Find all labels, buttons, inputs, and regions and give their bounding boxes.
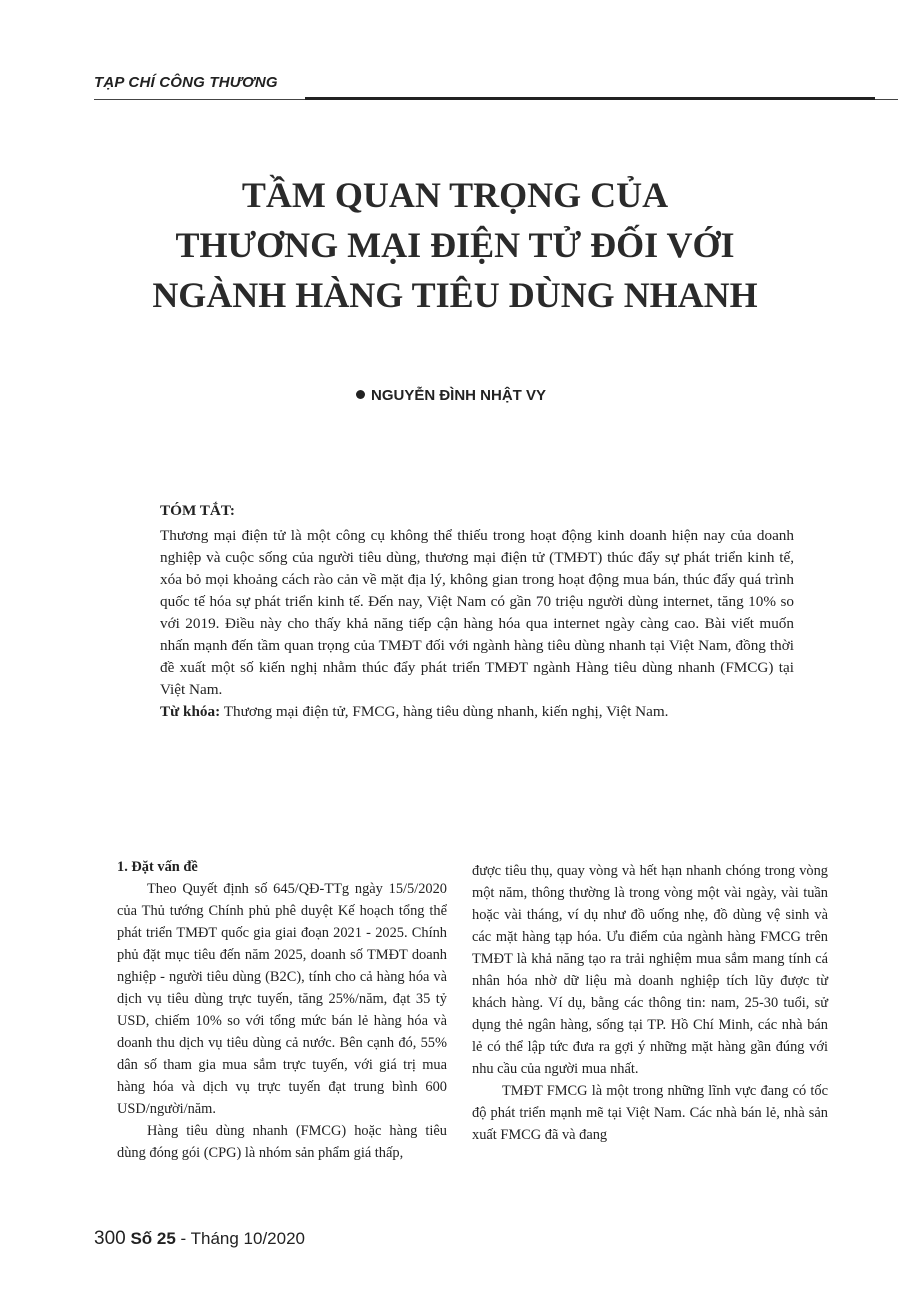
issue-month: Tháng 10/2020 [190, 1229, 305, 1248]
paragraph: Hàng tiêu dùng nhanh (FMCG) hoặc hàng tiêu dùng đóng gói (CPG) là nhóm sản phẩm giá thấp, [117, 1123, 447, 1161]
header-rule-thick [305, 97, 875, 100]
bullet-icon [356, 390, 365, 399]
article-title [60, 170, 850, 320]
paragraph: Theo Quyết định số 645/QĐ-TTg ngày 15/5/2020 của Thủ tướng Chính phủ phê duyệt Kế hoạch tổng thể phát triển TMĐT quốc gia giai đoạn 2021 - 2025. Chính phủ đặt mục tiêu đến năm 2025, doanh số TMĐT doanh nghiệp - người tiêu dùng (B2C), tính cho cả hàng hóa và dịch vụ tiêu dùng trực tuyến, tăng 25%/năm, đạt 35 tỷ USD, chiếm 10% so với tổng mức bán lẻ hàng hóa và doanh thu dịch vụ tiêu dùng cả nước. Bên cạnh đó, 55% dân số tham gia mua sắm trực tuyến, với giá trị mua hàng hóa và dịch vụ trực tuyến đạt trung bình 600 USD/người/năm. [117, 881, 447, 1117]
abstract-label: TÓM TẮT: [160, 502, 235, 519]
footer-separator: - [175, 1229, 191, 1248]
title-line-1: TẦM QUAN TRỌNG CỦA [241, 175, 669, 215]
title-line-3: NGÀNH HÀNG TIÊU DÙNG NHANH [152, 275, 758, 315]
author-line [356, 387, 546, 404]
title-line-2: THƯƠNG MẠI ĐIỆN TỬ ĐỐI VỚI [175, 225, 735, 265]
keywords [160, 701, 794, 723]
issue-number: Số 25 [130, 1229, 176, 1248]
keywords-text: Thương mại điện tử, FMCG, hàng tiêu dùng nhanh, kiến nghị, Việt Nam. [223, 703, 669, 720]
paragraph: được tiêu thụ, quay vòng và hết hạn nhanh chóng trong vòng một năm, thông thường là trong vòng một vài ngày, vài tuần hoặc vài tháng, ví dụ như đồ uống nhẹ, đồ dùng vệ sinh và các mặt hàng tạp hóa. Ưu điểm của ngành hàng FMCG trên TMĐT là khả năng tạo ra trải nghiệm mua sắm mang tính cá nhân hóa nhờ dữ liệu mà doanh nghiệp tích lũy được từ khách hàng. Ví dụ, bằng các thông tin: nam, 25-30 tuổi, sử dụng thẻ ngân hàng, sống tại TP. Hồ Chí Minh, các nhà bán lẻ có thể lập tức đưa ra gợi ý những mặt hàng gần đúng với nhu cầu của người mua nhất. [472, 863, 828, 1077]
author-name: NGUYỄN ĐÌNH NHẬT VY [371, 387, 547, 404]
section-title: 1. Đặt vấn đề [117, 859, 198, 875]
right-column [472, 860, 828, 1146]
journal-header: TẠP CHÍ CÔNG THƯƠNG [94, 74, 278, 91]
abstract-text: Thương mại điện tử là một công cụ không thể thiếu trong hoạt động kinh doanh hiện nay của doanh nghiệp và cuộc sống của người tiêu dùng, thương mại điện tử (TMĐT) thúc đẩy sự phát triển kinh tế, xóa bỏ mọi khoảng cách rào cản về mặt địa lý, không gian trong hoạt động mua bán, thúc đẩy quá trình quốc tế hóa sự phát triển kinh tế. Đến nay, Việt Nam có gần 70 triệu người dùng internet, tăng 10% so với 2019. Điều này cho thấy khả năng tiếp cận hàng hóa qua internet ngày càng cao. Bài viết muốn nhấn mạnh đến tầm quan trọng của TMĐT đối với ngành hàng tiêu dùng nhanh tại Việt Nam, đồng thời đề xuất một số kiến nghị nhằm thúc đẩy phát triển TMĐT ngành Hàng tiêu dùng nhanh (FMCG) tại Việt Nam. [160, 527, 794, 698]
paragraph: TMĐT FMCG là một trong những lĩnh vực đang có tốc độ phát triển mạnh mẽ tại Việt Nam. Các nhà bán lẻ, nhà sản xuất FMCG đã và đang [472, 1083, 828, 1143]
keywords-label: Từ khóa: [160, 703, 221, 720]
page-footer [94, 1228, 305, 1250]
abstract-block [160, 500, 794, 723]
left-column [117, 856, 447, 1164]
page-number: 300 [94, 1228, 126, 1249]
